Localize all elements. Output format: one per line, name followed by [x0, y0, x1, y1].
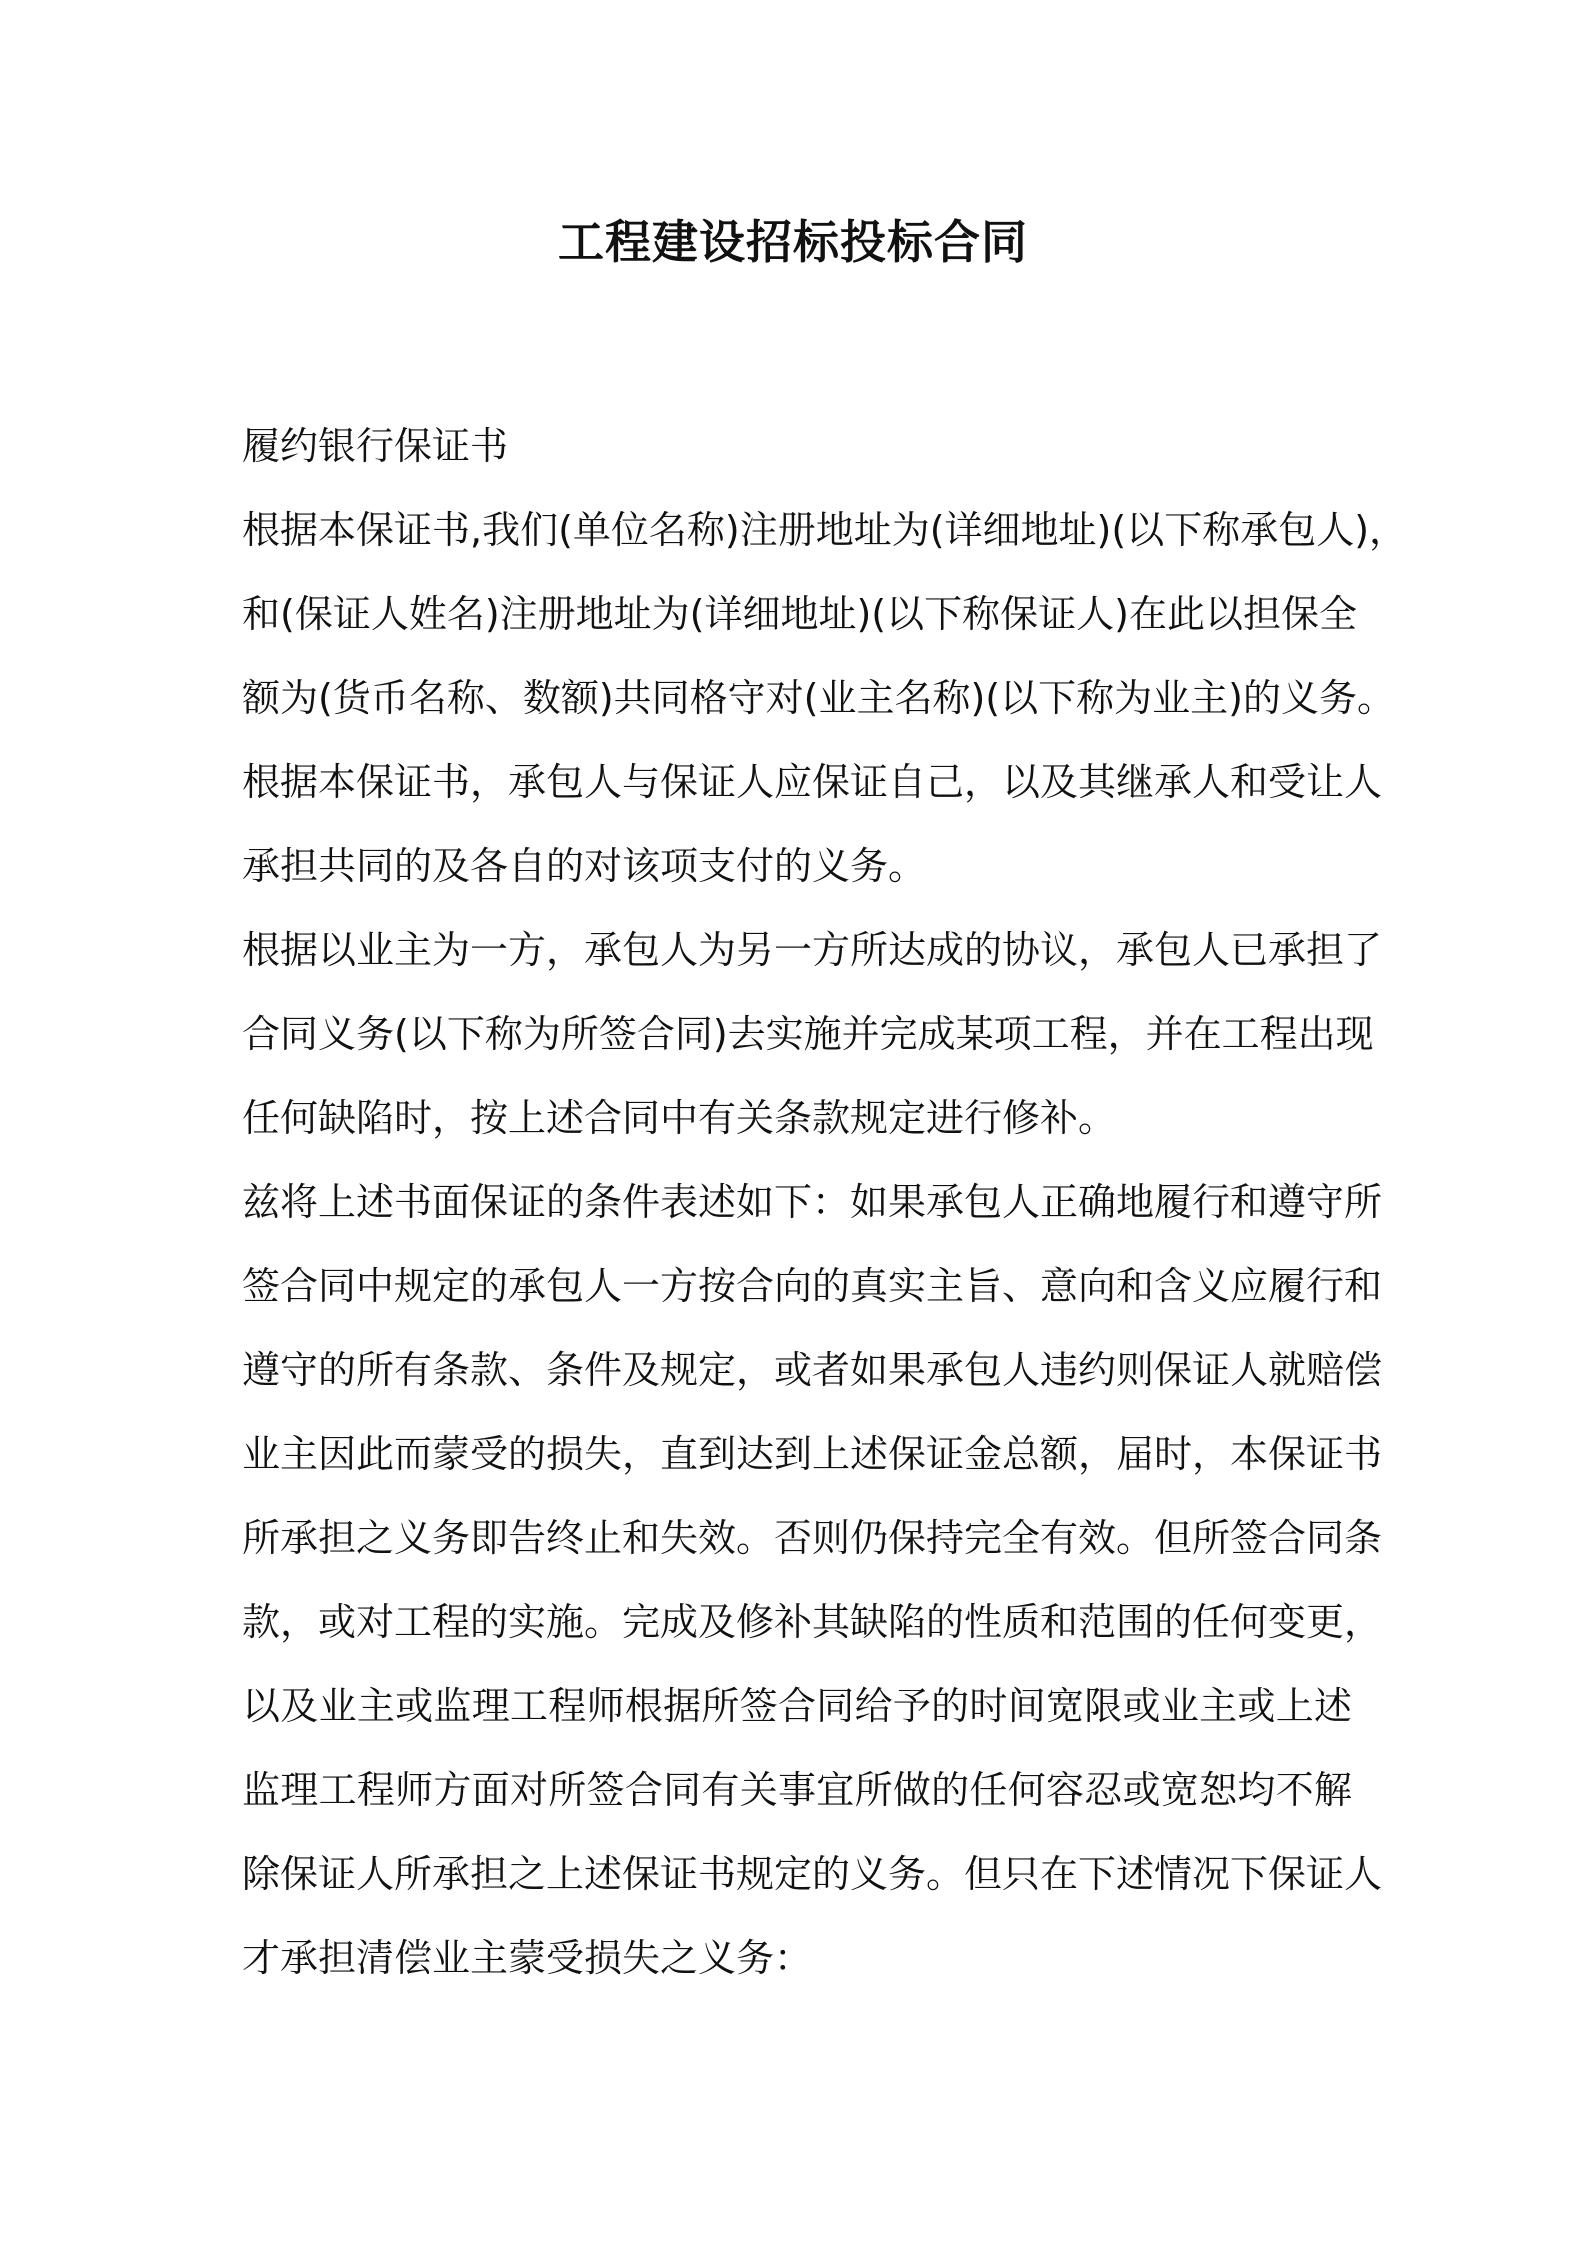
- body-line: 额为(货币名称、数额)共同格守对(业主名称)(以下称为业主)的义务。: [242, 676, 1395, 720]
- body-line: 和(保证人姓名)注册地址为(详细地址)(以下称保证人)在此以担保全: [242, 592, 1357, 636]
- body-line: 合同义务(以下称为所签合同)去实施并完成某项工程，并在工程出现: [242, 1012, 1374, 1056]
- body-line: 业主因此而蒙受的损失，直到达到上述保证金总额，届时，本保证书: [242, 1432, 1383, 1476]
- body-line: 款，或对工程的实施。完成及修补其缺陷的性质和范围的任何变更，: [242, 1600, 1383, 1644]
- document-body: [242, 404, 1408, 2000]
- body-line: 签合同中规定的承包人一方按合向的真实主旨、意向和含义应履行和: [242, 1264, 1383, 1308]
- section-heading: 履约银行保证书: [242, 424, 509, 468]
- body-line: 才承担清偿业主蒙受损失之义务：: [242, 1936, 813, 1980]
- body-line: 根据本保证书,我们(单位名称)注册地址为(详细地址)(以下称承包人)，: [242, 508, 1408, 552]
- body-line: 承担共同的及各自的对该项支付的义务。: [242, 844, 927, 888]
- body-line: 任何缺陷时，按上述合同中有关条款规定进行修补。: [242, 1096, 1117, 1140]
- body-line: 以及业主或监理工程师根据所签合同给予的时间宽限或业主或上述: [242, 1684, 1352, 1728]
- document-title: 工程建设招标投标合同: [558, 215, 1028, 269]
- body-line: 除保证人所承担之上述保证书规定的义务。但只在下述情况下保证人: [242, 1852, 1383, 1896]
- body-line: 监理工程师方面对所签合同有关事宜所做的任何容忍或宽恕均不解: [242, 1768, 1352, 1812]
- body-line: 遵守的所有条款、条件及规定，或者如果承包人违约则保证人就赔偿: [242, 1348, 1383, 1392]
- body-line: 所承担之义务即告终止和失效。否则仍保持完全有效。但所签合同条: [242, 1516, 1383, 1560]
- body-line: 兹将上述书面保证的条件表述如下：如果承包人正确地履行和遵守所: [242, 1180, 1383, 1224]
- body-line: 根据以业主为一方，承包人为另一方所达成的协议，承包人已承担了: [242, 928, 1383, 972]
- body-line: 根据本保证书，承包人与保证人应保证自己，以及其继承人和受让人: [242, 760, 1383, 804]
